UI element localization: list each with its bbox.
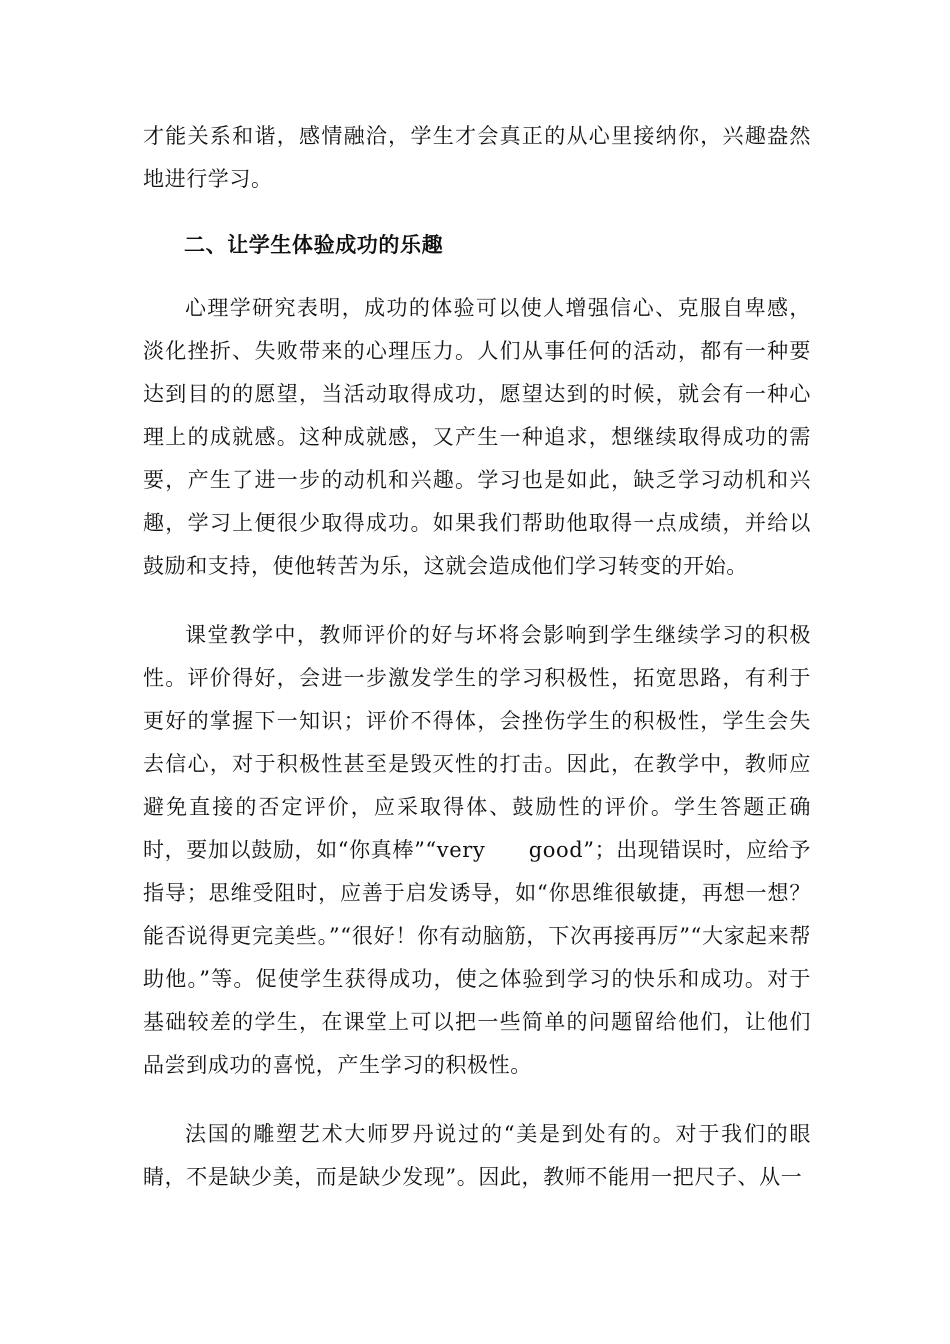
paragraph-classroom-evaluation: 课堂教学中，教师评价的好与坏将会影响到学生继续学习的积极性。评价得好，会进一步激发学生的学习积极性，拓宽思路，有利于更好的掌握下一知识；评价不得体，会挫伤学生的积极性，学生会失去信心，对于积极性甚至是毁灭性的打击。因此，在教学中，教师应避免直接的否定评价，应采取得体、鼓励性的评价。学生答题正确时，要加以鼓励，如“你真棒”“very good”；出现错误时，应给予指导；思维受阻时，应善于启发诱导，如“你思维很敏捷，再想一想？能否说得更完美些。”“很好！你有动脑筋，下次再接再厉”“大家起来帮助他。”等。促使学生获得成功，使之体验到学习的快乐和成功。对于基础较差的学生，在课堂上可以把一些简单的问题留给他们，让他们品尝到成功的喜悦，产生学习的积极性。 [143, 623, 811, 1077]
paragraph-continued: 才能关系和谐，感情融洽，学生才会真正的从心里接纳你，兴趣盎然地进行学习。 [143, 124, 811, 191]
section-heading: 二、让学生体验成功的乐趣 [184, 233, 444, 257]
paragraph-rodin-quote: 法国的雕塑艺术大师罗丹说过的“美是到处有的。对于我们的眼睛，不是缺少美，而是缺少发现”。因此，教师不能用一把尺子、从一 [143, 1122, 811, 1189]
paragraph-success-experience: 心理学研究表明，成功的体验可以使人增强信心、克服自卑感，淡化挫折、失败带来的心理压力。人们从事任何的活动，都有一种要达到目的的愿望，当活动取得成功，愿望达到的时候，就会有一种心理上的成就感。这种成就感，又产生一种追求，想继续取得成功的需要，产生了进一步的动机和兴趣。学习也是如此，缺乏学习动机和兴趣，学习上便很少取得成功。如果我们帮助他取得一点成绩，并给以鼓励和支持，使他转苦为乐，这就会造成他们学习转变的开始。 [143, 296, 811, 578]
